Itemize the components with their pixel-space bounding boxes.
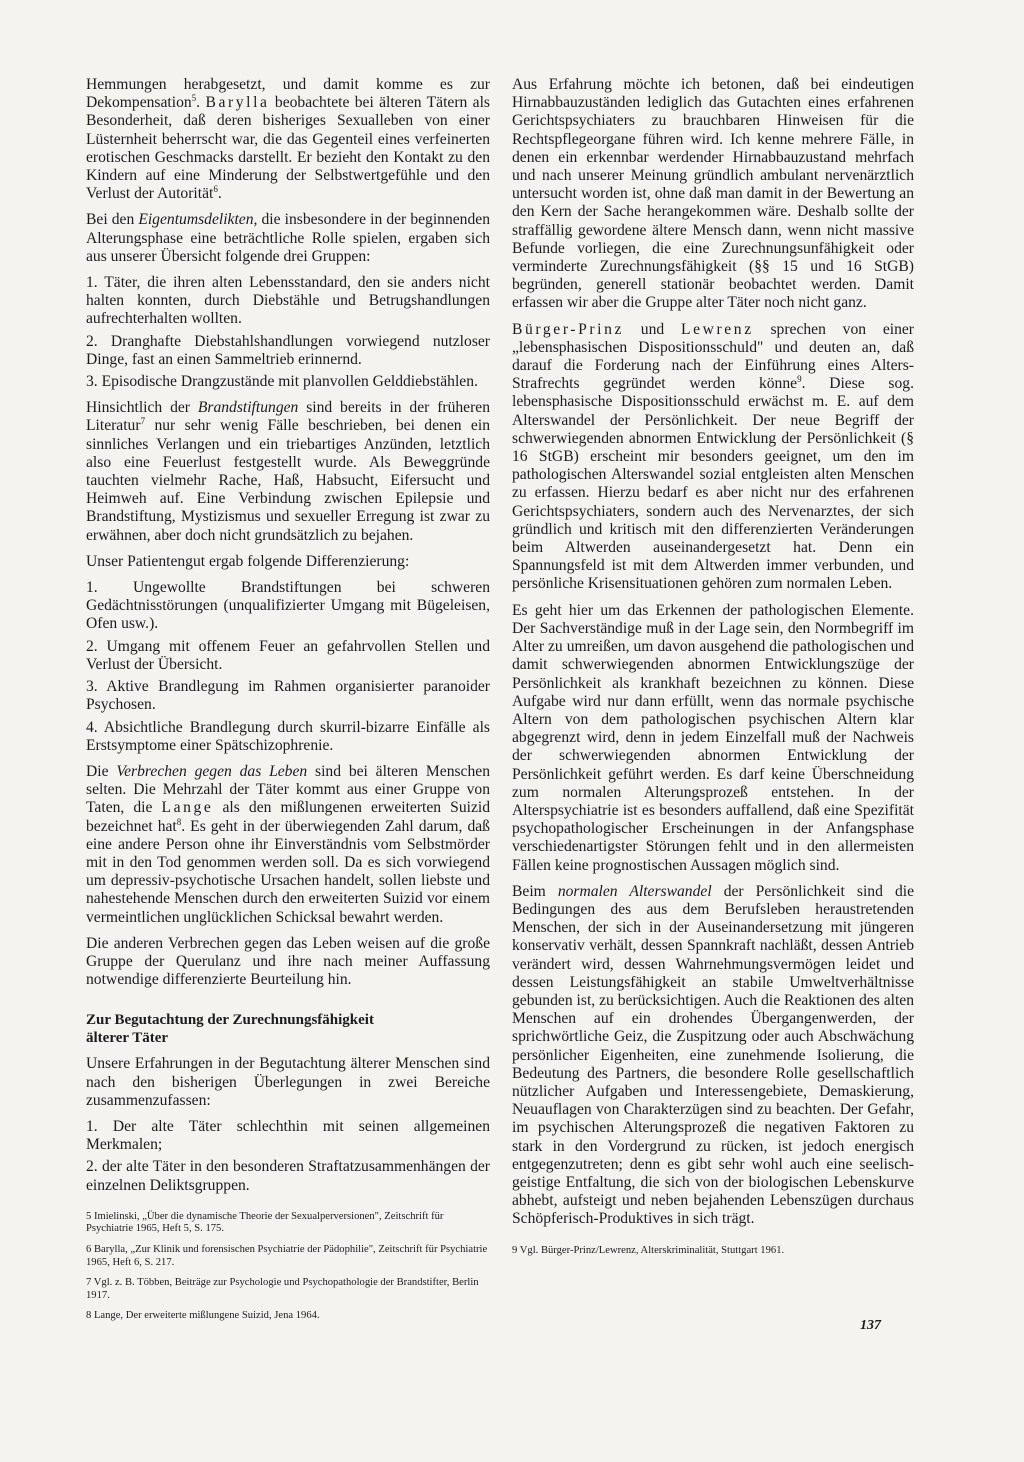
footnote-ref: 7: [140, 416, 146, 427]
paragraph: Die Verbrechen gegen das Leben sind bei älteren Menschen selten. Die Mehrzahl der Täter kommt aus einer Gruppe von Taten, die Lange als den mißlungenen erweiterten Suizid bezeichnet hat$^8$. Es geht in der überwiegenden Zahl darum, daß eine andere Person ohne ihr Einverständnis vom Selbstmörder mit in den Tod genommen werden soll. Da es sich vorwiegend um depressiv-psychotische Ursachen handelt, sollen liebste und nahestehende Menschen durch den erweiterten Suizid vor einem vermeintlichen unglücklichen Schicksal bewahrt werden.: [86, 762, 490, 926]
paragraph: Die anderen Verbrechen gegen das Leben weisen auf die große Gruppe der Querulanz und ihre nach meiner Auffassung notwendige differenzierte Beurteilung hin.: [86, 934, 490, 989]
list-item: 1. Ungewollte Brandstiftungen bei schweren Gedächtnisstörungen (unqualifizierter Umgang mit Bügeleisen, Ofen usw.).: [86, 579, 490, 633]
author-name: Lewrenz: [680, 320, 754, 338]
author-name: Lange: [161, 799, 214, 817]
paragraph: Hinsichtlich der Brandstiftungen sind bereits in der früheren Literatur$^7$ nur sehr wenig Fälle beschrieben, bei denen ein sinnliches Verlangen und ein triebartiges Anzünden, letztlich also eine Feuerlust festgestellt wurde. Als Beweggründe tauchten vielmehr Rache, Haß, Habsucht, Eifersucht und Heimweh auf. Eine Verbindung zwischen Epilepsie und Brandstiftung, Mystizismus und sexueller Erregung ist zwar zu erwähnen, aber doch nicht grundsätzlich zu bejahen.: [86, 399, 491, 544]
footnote-ref: 5: [191, 93, 197, 104]
term: normalen Alterswandel: [557, 882, 712, 900]
author-name: Bürger-Prinz: [512, 320, 625, 338]
footnote-ref: 8: [176, 816, 182, 827]
footnote: 8 Lange, Der erweiterte mißlungene Suizid, Jena 1964.: [86, 1310, 320, 1322]
paragraph: Bürger-Prinz und Lewrenz sprechen von einer „lebensphasischen Dispositionsschuld" und deuten an, daß darauf die Forderung nach der Einführung eines Alters-Strafrechts gegründet werden könne$^9$. Diese sog. lebensphasische Dispositionsschuld erwächst m. E. auf dem Alterswandel der Persönlichkeit. Der neue Begriff der schwerwiegenden abnormen Entwicklung der Persönlichkeit (§ 16 StGB) erscheint mir besonders geeignet, um den im pathologischen Alterswandel sozial entgleisten alten Menschen zu erfassen. Hierzu bedarf es aber nicht nur des erfahrenen Gerichtspsychiaters, sondern auch des Nervenarztes, der sich gründlich und kritisch mit den differenzierten Veränderungen beim Altwerden auseinandergesetzt hat. Denn ein Spannungsfeld ist mit dem Altwerden immer verbunden, und persönliche Krisensituationen gehören zum normalen Leben.: [512, 320, 915, 593]
term: Eigentumsdelikten,: [138, 211, 258, 229]
paragraph: Aus Erfahrung möchte ich betonen, daß bei eindeutigen Hirnabbauzuständen lediglich das Gutachten eines erfahrenen Gerichtspsychiaters zu brauchbaren Hinweisen für die Rechtspflegeorgane führen wird. Ich kenne mehrere Fälle, in denen ein erkennbar werdender Hirnabbauzustand mehrfach und nach unserer Meinung gründlich ambulant nervenärztlich untersucht worden ist, ohne daß man damit in der Bewertung an den Kern der Sache herangekommen wäre. Deshalb sollte der straffällig gewordene ältere Mensch dann, wenn nicht massive Befunde vorliegen, die eine Zurechnungsunfähigkeit oder verminderte Zurechnungsfähigkeit (§§ 15 und 16 StGB) begründen, generell stationär beobachtet werden. Damit erfassen wir aber die Gruppe alter Täter noch nicht ganz.: [512, 76, 914, 312]
footnote: 6 Barylla, „Zur Klinik und forensischen Psychiatrie der Pädophilie", Zeitschrift für Psychiatrie 1965, Heft 6, S. 217.: [86, 1243, 488, 1268]
footnotes: [512, 1245, 914, 1258]
list-item: 2. Umgang mit offenem Feuer an gefahrvollen Stellen und Verlust der Übersicht.: [86, 637, 490, 673]
list-item: 2. Dranghafte Diebstahlshandlungen vorwiegend nutzloser Dinge, fast an einen Sammeltrieb erinnernd.: [86, 332, 490, 368]
left-column: [86, 76, 490, 1331]
term: Verbrechen gegen das Leben: [116, 762, 308, 780]
list-item: 3. Aktive Brandlegung im Rahmen organisierter paranoider Psychosen.: [86, 678, 490, 714]
page-number: 137: [860, 1318, 881, 1333]
paragraph: Hemmungen herabgesetzt, und damit komme es zur Dekompensation$^5$. Barylla beobachtete bei älteren Tätern als Besonderheit, daß deren bisheriges Sexualleben von einer Lüsternheit beherrscht war, die das Gegenteil eines verfeinerten erotischen Geschmacks darstellt. Er bezieht den Kontakt zu den Kindern auf eine Minderung der Selbstwertgefühle und den Verlust der Autorität$^6$.: [86, 76, 491, 203]
paragraph: Bei den Eigentumsdelikten, die insbesondere in der beginnenden Alterungsphase eine beträchtliche Rolle spielen, ergaben sich aus unserer Übersicht folgende drei Gruppen:: [86, 211, 490, 265]
list-item: 4. Absichtliche Brandlegung durch skurril-bizarre Einfälle als Erstsymptome einer Spätschizophrenie.: [86, 718, 490, 754]
footnotes: [86, 1211, 490, 1323]
list-item: 3. Episodische Drangzustände mit planvollen Gelddiebstählen.: [86, 373, 478, 391]
section-heading: Zur Begutachtung der Zurechnungsfähigkeit älterer Täter: [86, 1012, 374, 1047]
footnote-ref: 6: [213, 184, 218, 195]
footnote: 7 Vgl. z. B. Többen, Beiträge zur Psychologie und Psychopathologie der Brandstifter, Berlin 1917.: [86, 1277, 479, 1301]
list-item: 1. Täter, die ihren alten Lebensstandard, den sie anders nicht halten konnten, durch Diebstähle und Betrugshandlungen aufrechterhalten wollten.: [86, 274, 490, 328]
list-item: 1. Der alte Täter schlechthin mit seinen allgemeinen Merkmalen;: [86, 1117, 490, 1154]
paragraph: Beim normalen Alterswandel der Persönlichkeit sind die Bedingungen des aus dem Berufsleben heraustretenden Menschen, der sich in der Auseinandersetzung mit jüngeren konservativ verhält, dessen Spannkraft nachläßt, dessen Antrieb verändert wird, dessen Wahrnehmungsvermögen leidet und dessen Leistungsfähigkeit an stabile Umweltverhältnisse gebunden ist, zu berücksichtigen. Auch die Reaktionen des alten Menschen auf ein drohendes Übergangenwerden, der sprichwörtliche Geiz, die Zuspitzung oder auch Abschwächung persönlicher Eigenheiten, eine zunehmende Isolierung, die Bedeutung des Partners, die besondere Rolle gesellschaftlich nützlicher Aufgaben und Interessengebiete, Demaskierung, Neuauflagen von Charakterzügen sind zu beachten. Der Gefahr, im psychischen Alterungsprozeß die negativen Faktoren zu stark in den Vordergrund zu rücken, ist jedoch energisch entgegenzutreten; denn es gibt sehr wohl auch eine seelisch-geistige Entfaltung, die sich von der biologischen Lebenskurve abhebt, aufsteigt und neben bejahenden Lebenszügen durchaus Schöpferisch-Produktives in sich trägt.: [512, 882, 914, 1228]
right-column: [512, 76, 914, 1265]
list-item: 2. der alte Täter in den besonderen Straftatzusammenhängen der einzelnen Deliktsgruppen.: [86, 1158, 490, 1194]
paragraph: Unsere Erfahrungen in der Begutachtung älterer Menschen sind nach den bisherigen Überlegungen in zwei Bereiche zusammenzufassen:: [86, 1055, 490, 1109]
author-name: Barylla: [205, 94, 270, 112]
term: Brandstiftungen: [197, 399, 299, 417]
footnote-ref: 9: [797, 374, 802, 385]
paragraph: Es geht hier um das Erkennen der pathologischen Elemente. Der Sachverständige muß in der Lage sein, den Normbegriff im Alter zu umreißen, um davon ausgehend die pathologischen und damit schwerwiegenden abnormen Entwicklungszüge der Persönlichkeit als krankhaft bezeichnen zu können. Diese Aufgabe wird nur dann erfüllt, wenn das normale psychische Altern von dem pathologischen psychischen Altern klar abgegrenzt wird, denn in jedem Einzelfall muß der Nachweis der schwerwiegenden abnormen Entwicklung der Persönlichkeit geführt werden. Es darf keine Überschneidung zum normalen Alterungsprozeß entstehen. In der Alterspsychiatrie ist es besonders auffallend, daß eine Spezifität psychopathologischer Erscheinungen in der Anfangsphase verschiedenartigster Störungen fehlt und in den allermeisten Fällen keine prognostischen Aussagen möglich sind.: [512, 601, 914, 874]
paragraph: Unser Patientengut ergab folgende Differenzierung:: [86, 552, 410, 570]
footnote: 5 Imielinski, „Über die dynamische Theorie der Sexualperversionen", Zeitschrift für Psychiatrie 1965, Heft 5, S. 175.: [86, 1210, 444, 1235]
footnote: 9 Vgl. Bürger-Prinz/Lewrenz, Alterskriminalität, Stuttgart 1961.: [512, 1244, 785, 1256]
